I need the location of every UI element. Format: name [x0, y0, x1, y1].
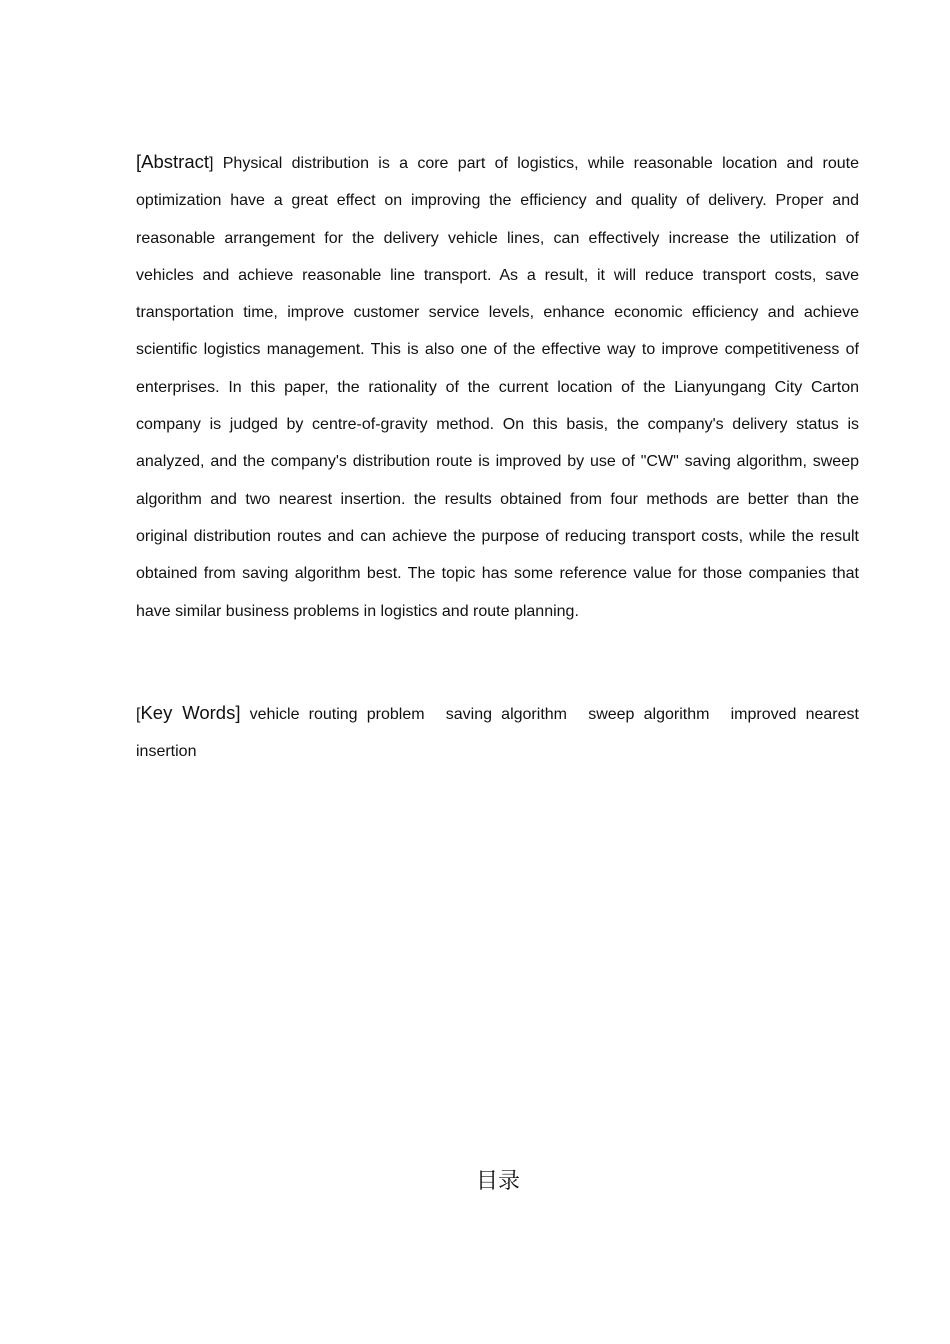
toc-heading: 目录 — [475, 1169, 520, 1194]
keyword-term: sweep algorithm — [588, 706, 710, 723]
keyword-term: improved nearest insertion — [136, 706, 859, 760]
keyword-term: saving algorithm — [445, 706, 567, 723]
abstract-paragraph: [Abstract] Physical distribution is a core part of logistics, while reasonable location and route optimization have a great effect on improving the efficiency and quality of delivery. Proper and reasonable arrangement for the delivery vehicle lines, can effectively increase the utilization of vehicles and achieve reasonable line transport. As a result, it will reduce transport costs, save transportation time, improve customer service levels, enhance economic efficiency and achieve scientific logistics management. This is also one of the effective way to improve competitiveness of enterprises. In this paper, the rationality of the current location of the Lianyungang City Carton company is judged by centre-of-gravity method. On this basis, the company's delivery status is analyzed, and the company's distribution route is improved by use of "CW" saving algorithm, sweep algorithm and two nearest insertion. the results obtained from four methods are better than the original distribution routes and can achieve the purpose of reducing transport costs, while the result obtained from saving algorithm best. The topic has some reference value for those companies that have similar business problems in logistics and route planning. — [136, 151, 860, 620]
keyword-term: vehicle routing problem — [249, 706, 425, 723]
abstract-text: Physical distribution is a core part of logistics, while reasonable location and route optimization have a great effect on improving the efficiency and quality of delivery. Proper and reasonable arrangement for the delivery vehicle lines, can effectively increase the utilization of vehicles and achieve reasonable line transport. As a result, it will reduce transport costs, save transportation time, improve customer service levels, enhance economic efficiency and achieve scientific logistics management. This is also one of the effective way to improve competitiveness of enterprises. In this paper, the rationality of the current location of the Lianyungang City Carton company is judged by centre-of-gravity method. On this basis, the company's delivery status is analyzed, and the company's distribution route is improved by use of "CW" saving algorithm, sweep algorithm and two nearest insertion. the results obtained from four methods are better than the original distribution routes and can achieve the purpose of reducing transport costs, while the result obtained from saving algorithm best. The topic has some reference value for those companies that have similar business problems in logistics and route planning. — [136, 155, 860, 620]
keywords-label: [Key Words] — [136, 702, 241, 723]
keywords-paragraph — [136, 694, 859, 770]
abstract-label: [Abstract — [136, 151, 209, 172]
